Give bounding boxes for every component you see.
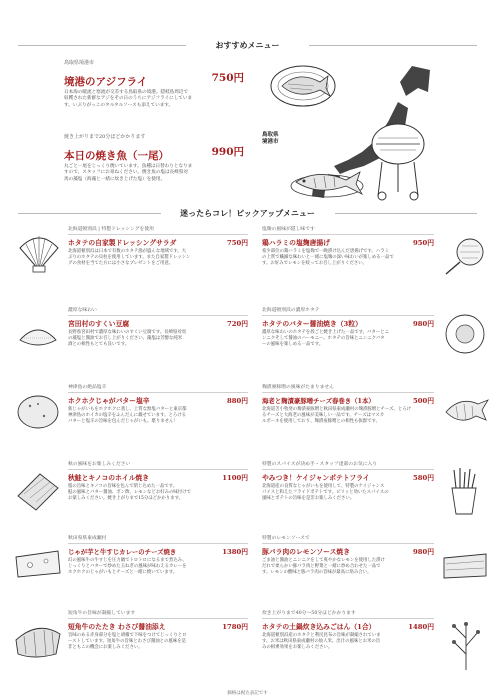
featured-desc: 丸ごと一尾をじっくり焼いています。魚種は日替わりとなりま すので、スタッフにお尋ねください。焼き魚の塩は長崎県対 馬の藻塩（海藻と一緒に炊き上げた塩）を使用。 [64, 164, 193, 182]
menu-item-name: ホクホクじゃがバター塩辛 [68, 397, 150, 405]
footer-note: 価格は税込表記です [227, 691, 268, 696]
menu-item-price: 980円 [413, 548, 434, 556]
menu-item-name: ホタテの土鍋炊き込みごはん（1合） [262, 623, 376, 631]
menu-item: 濃厚な味わい 宮田村のすくい豆腐 720円 長野県宮田村で濃厚な味わいのすくい豆腐です。長崎県対馬 の藻塩と醤油でお召し上がりください。藻塩は芳醇な純米 酒との相性もとても良いです。 [68, 308, 248, 348]
menu-item-price: 580円 [413, 474, 434, 482]
menu-item: 特製のスパイスが決め手・スタッフ達部のお気に入り やみつき！ケイジャンポテトフライ 580円 北海道産の良質なじゃがいもを使用して、特製のケイジャンス パイスと和えたフライドポテトです。ピリッと効いたスパイスの 風味とポテトの旨味を是非お楽しみください。 [262, 462, 434, 502]
featured-region: 鳥取県境港市 [64, 60, 95, 66]
map-label: 鳥取県 境港市 [262, 132, 279, 145]
menu-item-name: 短角牛のたたき わさび醤油添え [68, 623, 166, 631]
salmon-mushroom-icon [12, 466, 64, 514]
shrimp-icon [440, 392, 490, 432]
menu-item-name: 海老と麹漬豪豚噌チーズ春巻き（1本） [262, 397, 375, 405]
menu-item-name: ホタテの自家製ドレッシングサラダ [68, 239, 177, 247]
menu-item: 秋の風味をお楽しみください 秋鮭とキノコのホイル焼き 1100円 脂の旨味とキノコの旨味を包んで閉じ込めた一品です。 鮭の風味とバター醤油、ポン酢、レモンなどお好みの味付けで お楽しみください。焼き上がりまで15分ほどかかります。 [68, 462, 248, 502]
menu-item-price: 1380円 [222, 548, 248, 556]
menu-item-price: 720円 [227, 320, 248, 328]
featured-name: 本日の焼き魚（一尾） [64, 150, 169, 162]
menu-item-price: 1100円 [222, 474, 248, 482]
pickup-line-right [335, 213, 477, 214]
rice-plant-icon [446, 618, 486, 672]
menu-item-desc: 北海道苫小牧発の麹漬豪豚噌と秋田県東成瀬村の麹漬豚噌とチーズ、とろけ るチーズと大海老の風味が美味しい一品です。チーズはマスカ ルポーネを使用しており、麹漬豪豚噌との相性も抜群です。 [262, 407, 412, 425]
menu-item-name: じゃが芋と牛すじカレーのチーズ焼き [68, 548, 177, 556]
menu-item-desc: 長野県宮田村で濃厚な味わいのすくい豆腐です。長崎県対馬 の藻塩と醤油でお召し上がりください。藻塩は芳醇な純米 酒との相性もとても良いです。 [68, 330, 187, 348]
featured-price: 990円 [211, 146, 244, 158]
menu-item: 秋田県県東成瀬村 じゃが芋と牛すじカレーのチーズ焼き 1380円 幻の風味牛の牛すじを圧力鍋でトロトロになるまで煮込み、 じっくりとバターで炒めた玉ねぎの風味が味わえるカレーを ホクホクのじゃがいもとチーズと一緒に焼いています。 [68, 536, 248, 576]
cheese-icon [12, 545, 64, 581]
menu-item-price: 880円 [227, 397, 248, 405]
featured-region: 焼き上がりまで20分ほどかかります [64, 134, 146, 140]
featured-price: 750円 [211, 72, 244, 84]
menu-item-price: 1780円 [222, 623, 248, 631]
header-line-right [309, 45, 477, 46]
section-title-recommended: おすすめメニュー [215, 40, 280, 50]
strainer-icon [442, 236, 488, 276]
menu-item-price: 1480円 [408, 623, 434, 631]
section-title-pickup: 迷ったらコレ！ピックアップメニュー [180, 208, 315, 218]
menu-item-price: 500円 [413, 397, 434, 405]
menu-item-desc: 旨味のある赤身部分を塩と胡椒で下味をつけてじっくりとロ ーストしています。短角牛の旨味とわさび醤油との風味を是 非ともこの機会にお楽しみください。 [68, 633, 187, 651]
fries-icon [444, 466, 484, 516]
grilled-fish-illustration [288, 164, 366, 200]
featured-item-aji-fry [64, 60, 244, 109]
bbq-grill-illustration [368, 122, 428, 204]
menu-item-desc: 北海道頓別浜産のホタテと利尻昆布の旨味が凝縮されていま す。お米は秋田県東成瀬村の仙人米。出汁の風味とお米の旨 みの相乗効果をお楽しみください。 [262, 633, 381, 651]
menu-item-desc: 北海道産の良質なじゃがいもを使用して、特製のケイジャンス パイスと和えたフライドポテトです。ピリッと効いたスパイスの 風味とポテトの旨味を是非お楽しみください。 [262, 484, 389, 502]
featured-name: 境港のアジフライ [64, 76, 148, 88]
featured-item-grilled-fish [64, 134, 244, 183]
scallop-grill-icon [442, 312, 488, 356]
menu-item-name: 鶏ハラミの塩麹唐揚げ [262, 239, 330, 247]
menu-item-name: 豚バラ肉のレモンソース焼き [262, 548, 351, 556]
menu-item: 特製のレモンソースで 豚バラ肉のレモンソース焼き 980円 ごま油と醤油とニンニクをして爽やかなレモンを使用した漬け だれで柔らかい豚バラ肉と野菜と一緒に炒め合わせた一品で す。レモンの酸味と豚バラ肉の旨味が最高に絡み合い。 [262, 536, 434, 576]
featured-desc: 日本海の暖流と寒流が交差する鳥取県の境港。隠岐島周辺で 収穫された新鮮なアジをその日のうちにアジフライにしていま す。いぶりがっこのタルタルソースも添えています。 [64, 90, 193, 108]
menu-item-desc: 幻の風味牛の牛すじを圧力鍋でトロトロになるまで煮込み、 じっくりとバターで炒めた玉ねぎの風味が味わえるカレーを ホクホクのじゃがいもとチーズと一緒に焼いています。 [68, 558, 187, 576]
potato-icon [14, 390, 62, 432]
menu-item: 塩麹の風味が隠し味です 鶏ハラミの塩麹唐揚げ 950円 希少部位の鶏ハラミを塩麹で一晩漬け込んだ唐揚げです。ハラミ の上質で繊細な味わいと一緒に塩麹の深い味わいが楽しめる一品で す。お好みでレモンを絞ってお召し上がりください。 [262, 227, 434, 267]
menu-item-desc: 希少部位の鶏ハラミを塩麹で一晩漬け込んだ唐揚げです。ハラミ の上質で繊細な味わいと一緒に塩麹の深い味わいが楽しめる一品で す。お好みでレモンを絞ってお召し上がりください。 [262, 249, 394, 267]
menu-item-desc: ごま油と醤油とニンニクをして爽やかなレモンを使用した漬け だれで柔らかい豚バラ肉と野菜と一緒に炒め合わせた一品で す。レモンの酸味と豚バラ肉の旨味が最高に絡み合い。 [262, 558, 385, 576]
menu-item-name: やみつき！ケイジャンポテトフライ [262, 474, 370, 482]
menu-item: 短角牛の旨味が凝縮しています 短角牛のたたき わさび醤油添え 1780円 旨味のある赤身部分を塩と胡椒で下味をつけてじっくりとロ ーストしています。短角牛の旨味とわさび醤油との風味を是 非ともこの機会にお楽しみください。 [68, 611, 248, 651]
menu-item-price: 950円 [413, 239, 434, 247]
beef-tataki-icon [12, 614, 64, 662]
pork-belly-icon [440, 548, 490, 584]
menu-item-desc: 北海道頓別浜は日本で有数のホタテ漁が盛んな地域です。大 ぶりのホタテの貝柱を使用しています。また自家製ドレッシン グの食材を当てた方には小さなプレゼントをご用意。 [68, 249, 191, 267]
menu-item-desc: 脂の旨味とキノコの旨味を包んで閉じ込めた一品です。 鮭の風味とバター醤油、ポン酢、レモンなどお好みの味付けで お楽しみください。焼き上がりまで15分ほどかかります。 [68, 484, 191, 502]
scallop-shell-icon [16, 232, 62, 274]
menu-item-name: ホタテのバター醤油焼き（3粒） [262, 320, 362, 328]
menu-item-name: 秋鮭とキノコのホイル焼き [68, 474, 150, 482]
menu-item: 麹漬豪豚噌の風味がたまりません 海老と麹漬豪豚噌チーズ春巻き（1本） 500円 北海道苫小牧発の麹漬豪豚噌と秋田県東成瀬村の麹漬豚噌とチーズ、とろけ るチーズと大海老の風味が美味しい一品です。チーズはマスカ ルポーネを使用しており、麹漬豪豚噌との相性も抜群です。 [262, 385, 434, 425]
menu-item: 炊き上がりまで40分〜50分ほどかかります ホタテの土鍋炊き込みごはん（1合） 1480円 北海道頓別浜産のホタテと利尻昆布の旨味が凝縮されていま す。お米は秋田県東成瀬村の仙人米。出汁の風味とお米の旨 みの相乗効果をお楽しみください。 [262, 611, 434, 651]
menu-item-price: 750円 [227, 239, 248, 247]
menu-item: 北海道頓別浜の濃厚ホタテ ホタテのバター醤油焼き（3粒） 980円 濃厚な味わいのホタテを殻ごと焼き上げた一品です。バターとニ ンニクそして醤油のハーモニー。ホタテの旨味とニンニクバタ ーの風味を楽しめる一品です。 [262, 308, 434, 348]
menu-item-desc: 新じゃがいもをホクホクに蒸し、上質な無塩バターと東京都 神津島のホイカの塩辛をふんだんに載せています。とろける バターと塩辛の旨味を包んだじゃがいも。堪りません！ [68, 407, 187, 425]
menu-item-name: 宮田村のすくい豆腐 [68, 320, 130, 328]
menu-item: 神津島の絶品塩辛 ホクホクじゃがバター塩辛 880円 新じゃがいもをホクホクに蒸し、上質な無塩バターと東京都 神津島のホイカの塩辛をふんだんに載せています。とろける バターと塩辛の旨味を包んだじゃがいも。堪りません！ [68, 385, 248, 425]
menu-item-desc: 濃厚な味わいのホタテを殻ごと焼き上げた一品です。バターとニ ンニクそして醤油のハーモニー。ホタテの旨味とニンニクバタ ーの風味を楽しめる一品です。 [262, 330, 389, 348]
tofu-icon [14, 316, 62, 352]
menu-item: 北海道頓別浜 | 特製ドレッシングを使用 ホタテの自家製ドレッシングサラダ 750円 北海道頓別浜は日本で有数のホタテ漁が盛んな地域です。大 ぶりのホタテの貝柱を使用しています。また自家製ドレッシン グの食材を当てた方には小さなプレゼントをご用意。 [68, 227, 248, 267]
menu-item-price: 980円 [413, 320, 434, 328]
